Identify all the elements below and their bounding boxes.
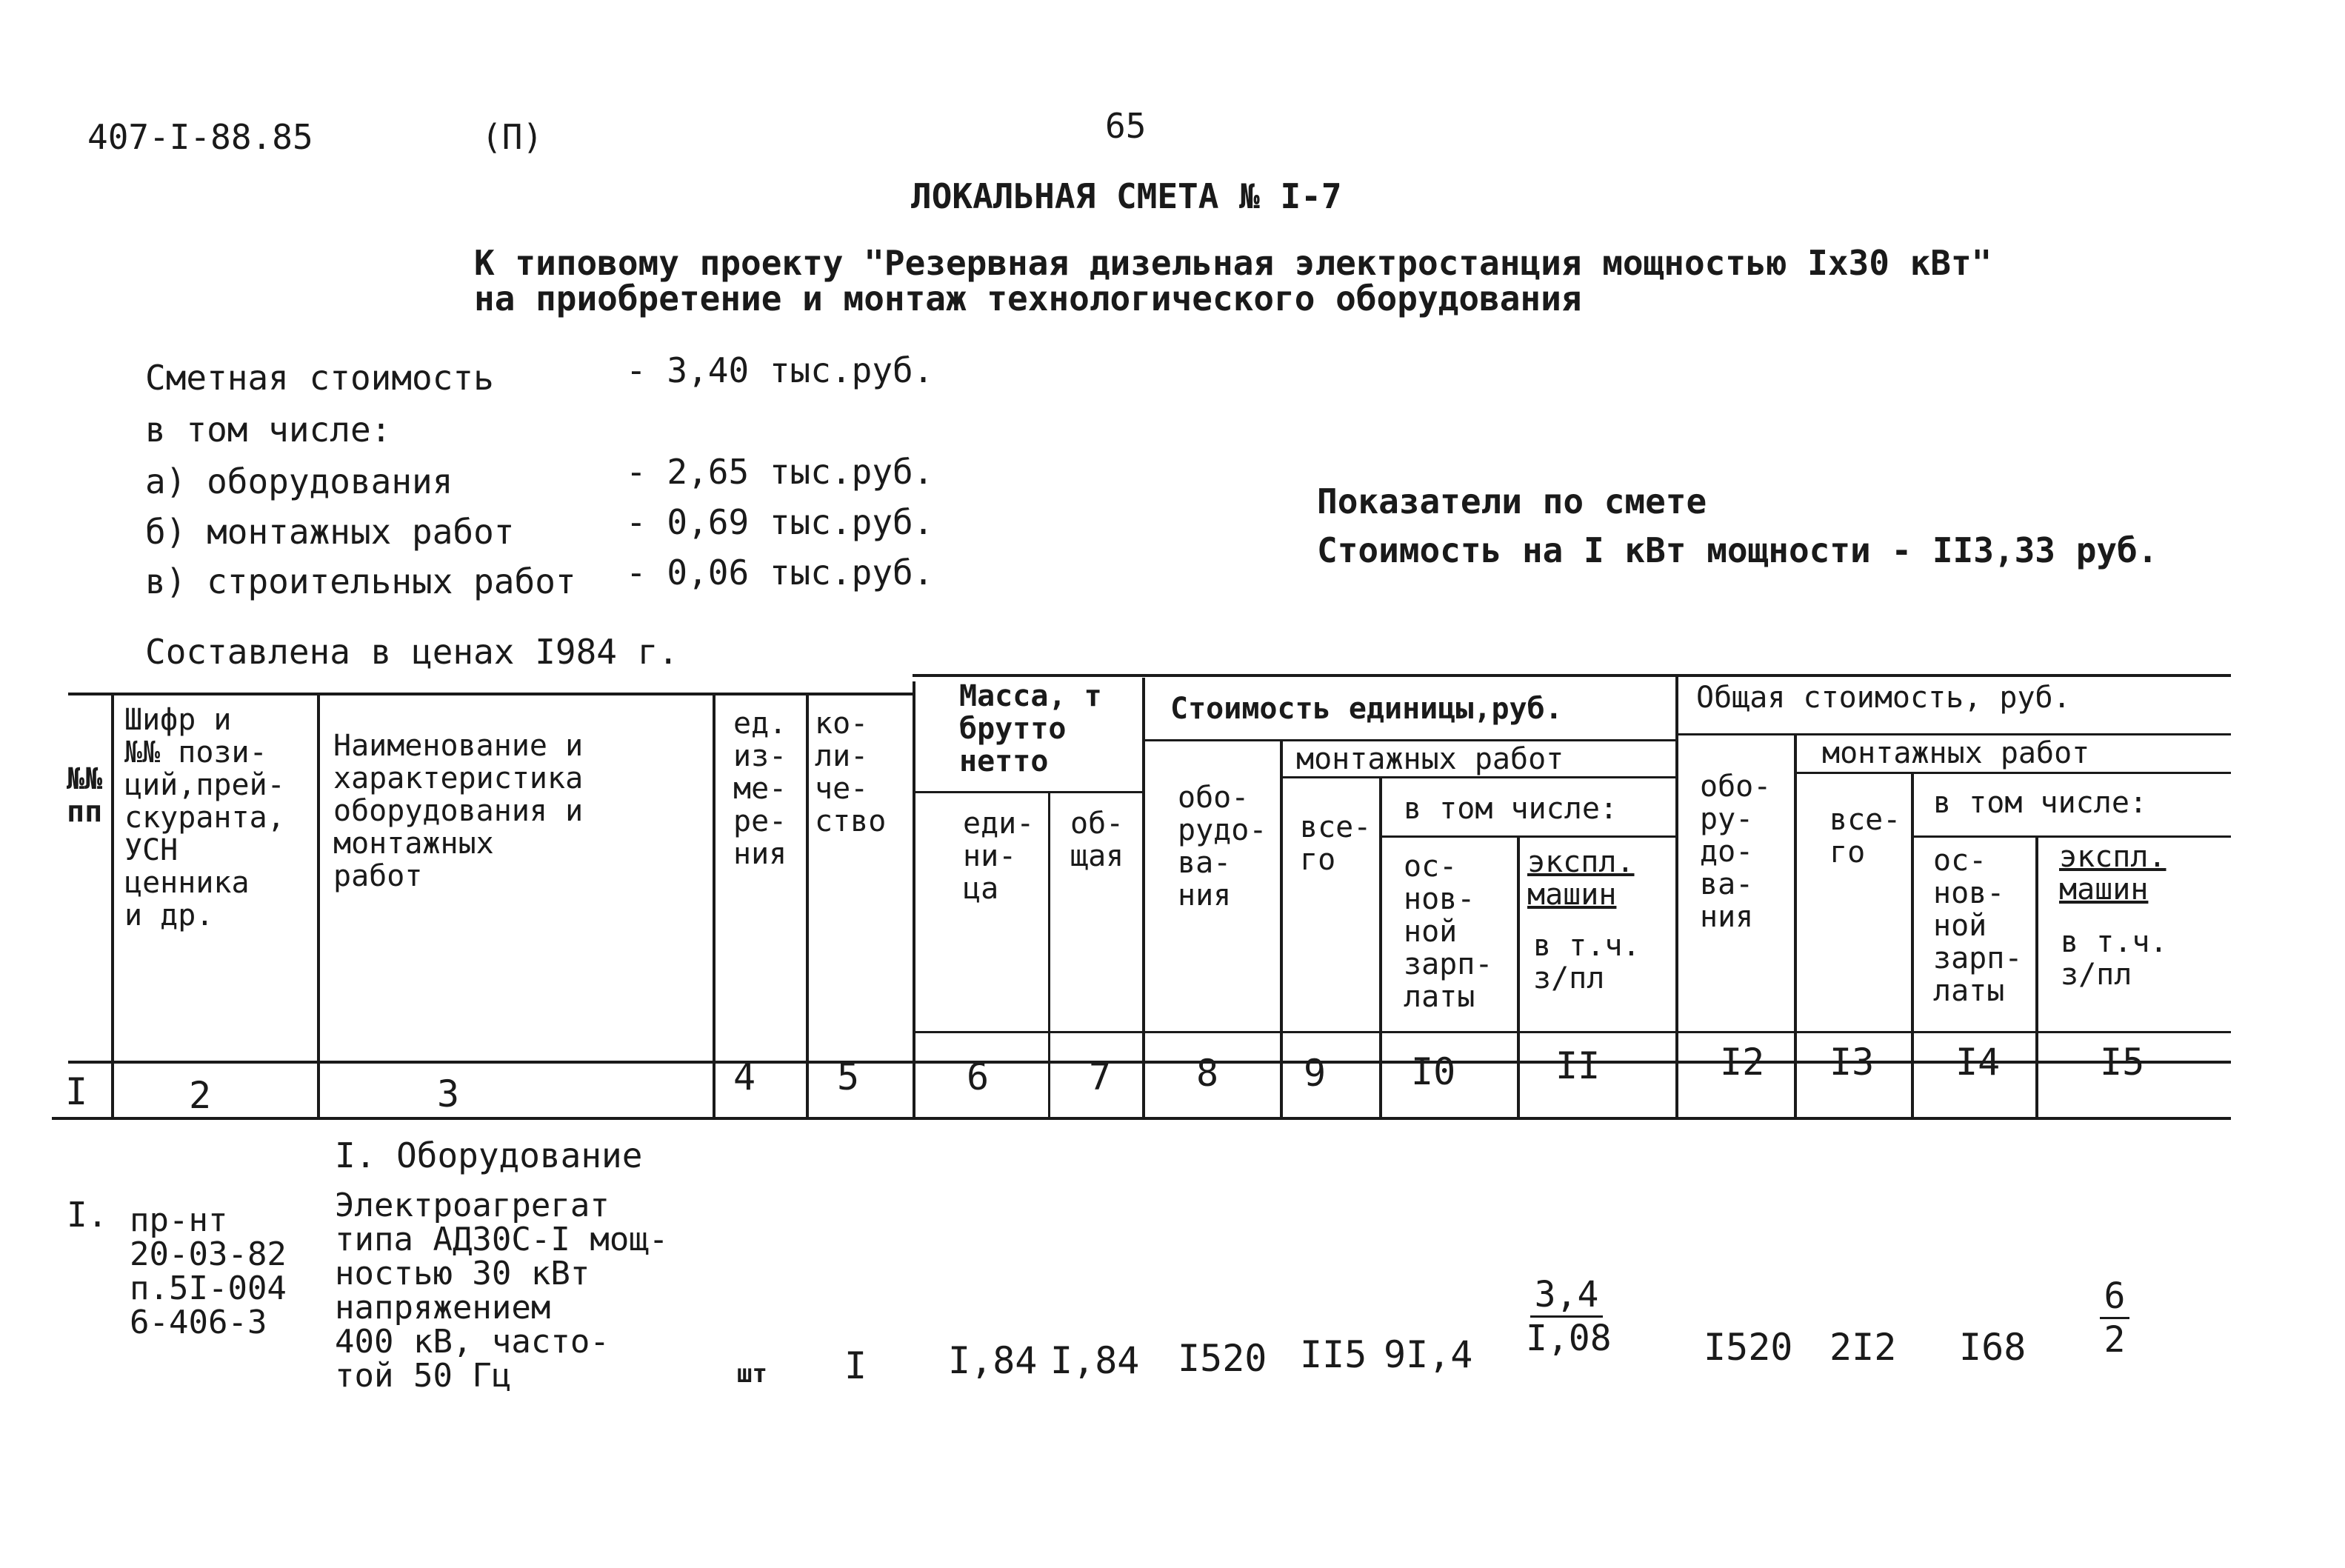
vline-8 — [1280, 739, 1283, 1118]
row-machines-unit — [1526, 1274, 1612, 1359]
col-number-4: 4 — [733, 1055, 756, 1098]
vline-6 — [1048, 791, 1050, 1118]
mass-group-line — [913, 791, 1142, 793]
doc-part: (П) — [481, 117, 544, 157]
header-montage-group-1: монтажных работ — [1296, 742, 1564, 776]
header-machines-unit: экспл. машин — [1527, 845, 1635, 912]
summary-item-construction-label: в) строительных работ — [145, 561, 576, 601]
vline-5 — [913, 681, 915, 1118]
header-mass-total: об- щая — [1070, 807, 1124, 873]
row-machines-unit-value: 3,4 — [1530, 1274, 1604, 1318]
vline-9 — [1379, 776, 1382, 1118]
row-wage-total: I68 — [1959, 1326, 2027, 1369]
row-mass-unit: I,84 — [948, 1339, 1038, 1382]
header-montage-group-2: монтажных работ — [1822, 736, 2090, 770]
col-number-12: I2 — [1720, 1041, 1765, 1084]
header-qty: ко- ли- че- ство — [815, 707, 887, 838]
header-wage-unit: ос- нов- ной зарп- латы — [1404, 850, 1493, 1014]
header-name: Наименование и характеристика оборудования и монтажных работ — [333, 729, 584, 893]
vline-11 — [1675, 674, 1678, 1118]
summary-item-montage-value: - 0,69 тыс.руб. — [626, 502, 934, 542]
row-machines-total-value: 6 — [2100, 1275, 2130, 1319]
row-qty: I — [844, 1344, 867, 1387]
header-unit: ед. из- ме- ре- ния — [733, 707, 787, 871]
row-machines-unit-wage: I,08 — [1526, 1318, 1612, 1359]
header-montage-total: все- го — [1829, 803, 1901, 870]
summary-item-equipment-label: а) оборудования — [145, 461, 453, 501]
section-title: I. Оборудование — [335, 1135, 643, 1175]
row-equip-total: I520 — [1704, 1326, 1793, 1369]
header-num: №№ пп — [67, 762, 103, 829]
table-colnum-bottom — [52, 1117, 2231, 1120]
row-machines-total — [2096, 1275, 2133, 1361]
indicators-title: Показатели по смете — [1317, 481, 1707, 521]
col-number-9: 9 — [1304, 1052, 1327, 1095]
col-number-11: II — [1555, 1044, 1601, 1087]
row-montage-all-total: 2I2 — [1829, 1326, 1897, 1369]
col-number-15: I5 — [2100, 1041, 2145, 1084]
row-code: пр-нт 20-03-82 п.5I-004 6-406-3 — [130, 1201, 287, 1341]
col-number-3: 3 — [437, 1072, 460, 1115]
incl-2-line — [1911, 835, 2231, 838]
summary-item-montage-label: б) монтажных работ — [145, 512, 515, 552]
doc-code: 407-I-88.85 — [87, 117, 313, 157]
col-number-14: I4 — [1955, 1041, 2001, 1084]
vline-3 — [713, 693, 715, 1118]
incl-1-line — [1379, 835, 1675, 838]
subtitle-line-1: К типовому проекту "Резервная дизельная электростанция мощностью Iх30 кВт" — [474, 243, 1992, 283]
col-number-1: I — [65, 1070, 88, 1113]
vline-10 — [1517, 835, 1520, 1118]
doc-title: ЛОКАЛЬНАЯ СМЕТА № I-7 — [911, 176, 1342, 216]
montage-1-line — [1280, 776, 1675, 778]
vline-1 — [111, 693, 114, 1118]
unit-cost-group-line — [1142, 739, 1675, 741]
header-code: Шифр и №№ пози- ций,прей- скуранта, УСН ценника и др. — [124, 703, 285, 933]
vline-14 — [2035, 835, 2038, 1117]
col-number-2: 2 — [189, 1074, 212, 1117]
col-number-8: 8 — [1196, 1052, 1219, 1095]
header-incl-1: в том числе: — [1404, 792, 1618, 826]
montage-2-line — [1794, 772, 2231, 774]
header-machines-unit-wage: в т.ч. з/пл — [1533, 929, 1641, 995]
table-header-bottom — [68, 1061, 2231, 1064]
header-incl-2: в том числе: — [1933, 786, 2147, 820]
table-top-line-right — [913, 674, 2231, 677]
indicators-line: Стоимость на I кВт мощности - II3,33 руб. — [1317, 530, 2158, 570]
col-number-5: 5 — [837, 1055, 860, 1098]
row-unit: шт — [737, 1359, 767, 1389]
page-number: 65 — [1105, 106, 1147, 146]
total-cost-value: - 3,40 тыс.руб. — [626, 350, 934, 390]
col-number-6: 6 — [967, 1055, 990, 1098]
total-cost-label: Сметная стоимость — [145, 358, 494, 398]
header-machines-total-wage: в т.ч. з/пл — [2061, 925, 2168, 992]
summary-item-construction-value: - 0,06 тыс.руб. — [626, 553, 934, 593]
header-mass-group: Масса, т брутто нетто — [959, 679, 1102, 778]
total-cost-group-line — [1675, 733, 2231, 735]
vline-13 — [1911, 772, 1914, 1118]
prices-note: Составлена в ценах I984 г. — [145, 632, 679, 672]
col-number-10: I0 — [1411, 1050, 1456, 1093]
header-machines-total: экспл. машин — [2059, 840, 2166, 907]
header-total-cost-group: Общая стоимость, руб. — [1696, 681, 2071, 715]
vline-4 — [806, 693, 809, 1118]
row-montage-total-unit: II5 — [1300, 1333, 1367, 1376]
vline-2 — [317, 693, 320, 1118]
row-equip-unit: I520 — [1178, 1337, 1267, 1380]
summary-item-equipment-value: - 2,65 тыс.руб. — [626, 452, 934, 492]
subtitle-line-2: на приобретение и монтаж технологического оборудования — [474, 278, 1582, 318]
header-wage-total: ос- нов- ной зарп- латы — [1933, 844, 2023, 1008]
header-equip-total: обо- ру- до- ва- ния — [1700, 770, 1772, 934]
row-name: Электроагрегат типа АД30С-I мощ- ностью 30 кВт напряжением 400 кВ, часто- той 50 Гц — [335, 1187, 669, 1395]
vline-12 — [1794, 733, 1797, 1118]
including-label: в том числе: — [145, 410, 392, 450]
row-num: I. — [67, 1195, 108, 1235]
header-equip-unit: обо- рудо- ва- ния — [1178, 781, 1267, 913]
col-number-7: 7 — [1089, 1055, 1112, 1098]
header-mass-unit: еди- ни- ца — [963, 807, 1035, 906]
header-montage-total-unit: все- го — [1300, 810, 1372, 877]
table-top-line-left — [68, 693, 913, 695]
header-unit-cost-group: Стоимость единицы,руб. — [1170, 692, 1563, 726]
row-wage-unit: 9I,4 — [1384, 1333, 1473, 1376]
row-mass-total: I,84 — [1050, 1339, 1140, 1382]
vline-7 — [1142, 678, 1145, 1118]
header-inner-bottom — [913, 1031, 2231, 1033]
row-machines-total-wage: 2 — [2104, 1319, 2126, 1361]
col-number-13: I3 — [1829, 1041, 1875, 1084]
